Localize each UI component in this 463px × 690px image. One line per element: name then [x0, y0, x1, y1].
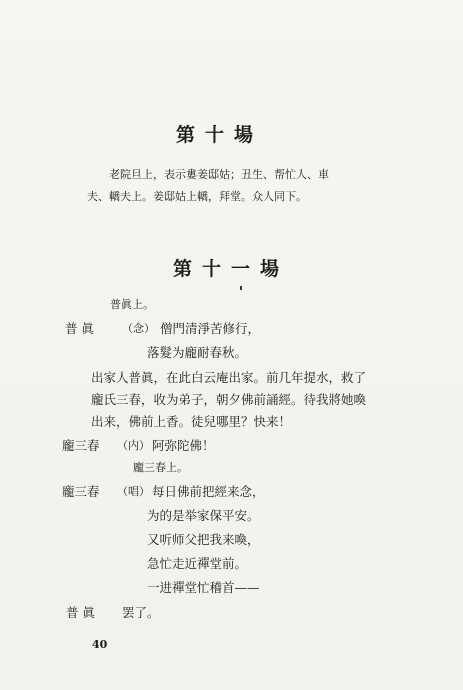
- scene-10-direction-line-1: 老院旦上，表示婁姜邸姑；丑生、帮忙人、車: [109, 168, 329, 181]
- speaker-puzhen-2: 普 眞: [66, 605, 95, 620]
- scene-10-title: 第十場: [176, 124, 264, 146]
- puzhen-speech-line-3: 出来，佛前上香。徒兒哪里？快来！: [91, 414, 292, 429]
- song-line-2: 为的是举家保平安。: [147, 508, 260, 523]
- song-line-1: 每日佛前把經来念，: [152, 484, 265, 499]
- cue-recite: （念）: [122, 322, 155, 335]
- speaker-pangsanchun: 龐三春: [62, 438, 100, 453]
- puzhen-verse-1: 僧門清淨苦修行，: [160, 321, 261, 336]
- puzhen-speech-line-2: 龐氏三春，收为弟子，朝夕佛前誦經。待我將她喚: [91, 392, 367, 407]
- scene-11-title: 第十一場: [173, 258, 290, 280]
- stage-direction-puzhen-enters: 普眞上。: [110, 298, 154, 311]
- puzhen-reply: 罢了。: [122, 605, 160, 620]
- puzhen-speech-line-1: 出家人普眞，在此白云庵出家。前几年提水，救了: [91, 370, 367, 385]
- speaker-pangsanchun-2: 龐三春: [62, 484, 100, 499]
- song-line-3: 又听师父把我来喚，: [147, 532, 260, 547]
- speaker-puzhen: 普 眞: [65, 321, 94, 336]
- print-speck: [240, 286, 242, 290]
- page-number: 40: [92, 638, 108, 651]
- song-line-5: 一进禪堂忙稽首——: [147, 580, 260, 595]
- pangsanchun-offstage-line: 阿弥陀佛！: [152, 438, 215, 453]
- song-line-4: 急忙走近禪堂前。: [147, 556, 248, 571]
- cue-offstage: （内）: [117, 439, 150, 452]
- puzhen-verse-2: 落髮为龐耐春秋。: [147, 345, 248, 360]
- stage-direction-pangsanchun-enters: 龐三春上。: [133, 461, 188, 474]
- scene-10-direction-line-2: 夫、轎夫上。姜邸姑上轎，拜堂。众人同下。: [87, 190, 307, 203]
- cue-sing: （唱）: [117, 485, 150, 498]
